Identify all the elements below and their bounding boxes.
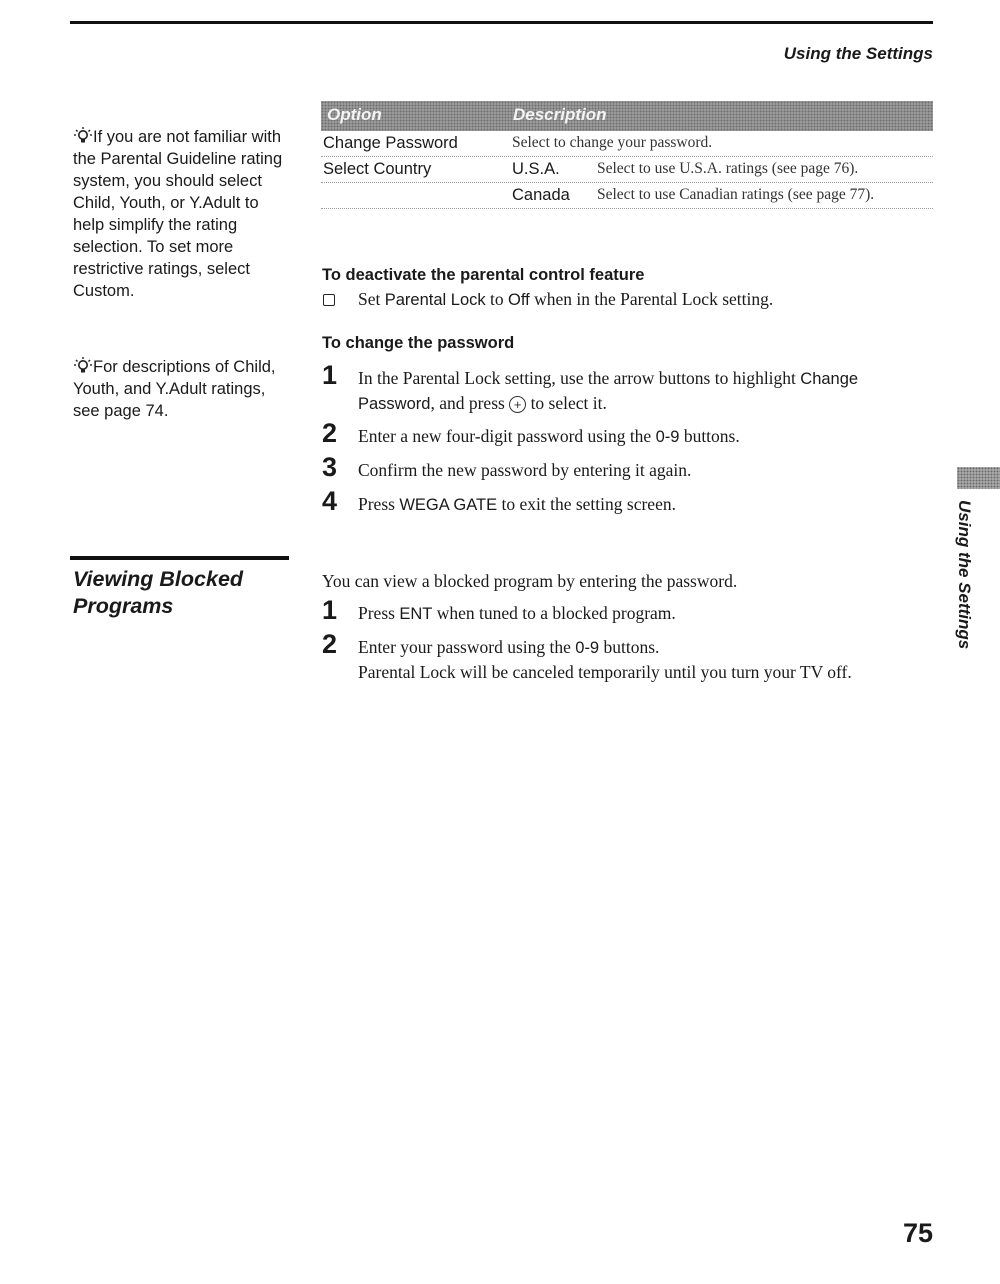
text-span: Press [358, 494, 400, 514]
deactivate-heading: To deactivate the parental control feature [322, 266, 645, 284]
tip-note [73, 356, 291, 422]
tip-note [73, 126, 291, 302]
step-text [358, 492, 676, 517]
step-text [358, 366, 858, 416]
text-span: Set [358, 289, 385, 309]
lightbulb-icon [73, 356, 93, 376]
tip-text: For descriptions of Child, Youth, and Y.Adult ratings, see page 74. [73, 358, 276, 420]
section-title-line: Viewing Blocked [73, 567, 244, 591]
step-text [358, 424, 740, 449]
text-span: In the Parental Lock setting, use the arrow buttons to highlight [358, 368, 801, 388]
text-span: to select it. [526, 393, 607, 413]
table-row [321, 183, 933, 209]
step-text: Confirm the new password by entering it again. [358, 460, 692, 480]
header-description: Description [513, 105, 607, 124]
section-title [73, 566, 293, 620]
step-note: Parental Lock will be canceled temporarily until you turn your TV off. [358, 662, 852, 682]
top-rule [70, 21, 933, 24]
lightbulb-icon [73, 126, 93, 146]
running-header: Using the Settings [783, 44, 933, 63]
text-span: Press [358, 603, 400, 623]
text-span: when in the Parental Lock setting. [529, 289, 774, 309]
sub-option-cell: U.S.A. [512, 160, 560, 178]
option-cell: Select Country [323, 160, 432, 178]
sub-description-cell: Select to use Canadian ratings (see page 77). [597, 186, 875, 203]
options-table [321, 101, 933, 209]
step-number: 3 [322, 452, 338, 482]
step-text [358, 601, 676, 626]
header-option: Option [327, 105, 382, 124]
table-row [321, 157, 933, 183]
section-title-line: Programs [73, 594, 174, 618]
deactivate-text [358, 287, 773, 312]
sub-option-cell: Canada [512, 186, 570, 204]
side-tab-marker [957, 467, 1000, 489]
table-header [321, 101, 933, 131]
text-span: , and press [430, 393, 510, 413]
text-span: buttons. [679, 426, 740, 446]
text-span: buttons. [599, 637, 660, 657]
enter-plus-icon: + [509, 396, 526, 413]
button-name: WEGA GATE [399, 496, 498, 514]
checkbox-bullet-icon [323, 294, 335, 306]
step-number: 4 [322, 486, 338, 516]
text-span: Enter your password using the [358, 637, 576, 657]
button-name: ENT [399, 605, 433, 623]
button-name: 0-9 [655, 428, 680, 446]
viewing-intro: You can view a blocked program by entering the password. [322, 571, 738, 591]
tip-text: If you are not familiar with the Parental Guideline rating system, you should select Child, Youth, or Y.Adult to help simplify the rating selection. To set more restrictive ratings, select Custom. [73, 128, 283, 300]
option-cell: Change Password [323, 134, 458, 152]
text-span: when tuned to a blocked program. [432, 603, 676, 623]
button-name: Password [358, 395, 431, 413]
text-span: to exit the setting screen. [497, 494, 676, 514]
step-number: 2 [322, 418, 338, 448]
step-text [358, 635, 852, 684]
description-cell: Select to change your password. [512, 134, 713, 151]
button-name: Change [800, 370, 859, 388]
page-number: 75 [902, 1218, 933, 1248]
side-tab-label: Using the Settings [955, 500, 974, 650]
table-row [321, 131, 933, 157]
text-span: Enter a new four-digit password using the [358, 426, 656, 446]
button-name: Off [508, 291, 530, 309]
step-number: 2 [322, 629, 338, 659]
sub-description-cell: Select to use U.S.A. ratings (see page 76). [597, 160, 859, 177]
step-number: 1 [322, 595, 338, 625]
button-name: Parental Lock [384, 291, 486, 309]
step-number: 1 [322, 360, 338, 390]
text-span: to [485, 289, 509, 309]
button-name: 0-9 [575, 639, 600, 657]
change-password-heading: To change the password [322, 334, 515, 352]
section-rule [70, 556, 289, 560]
